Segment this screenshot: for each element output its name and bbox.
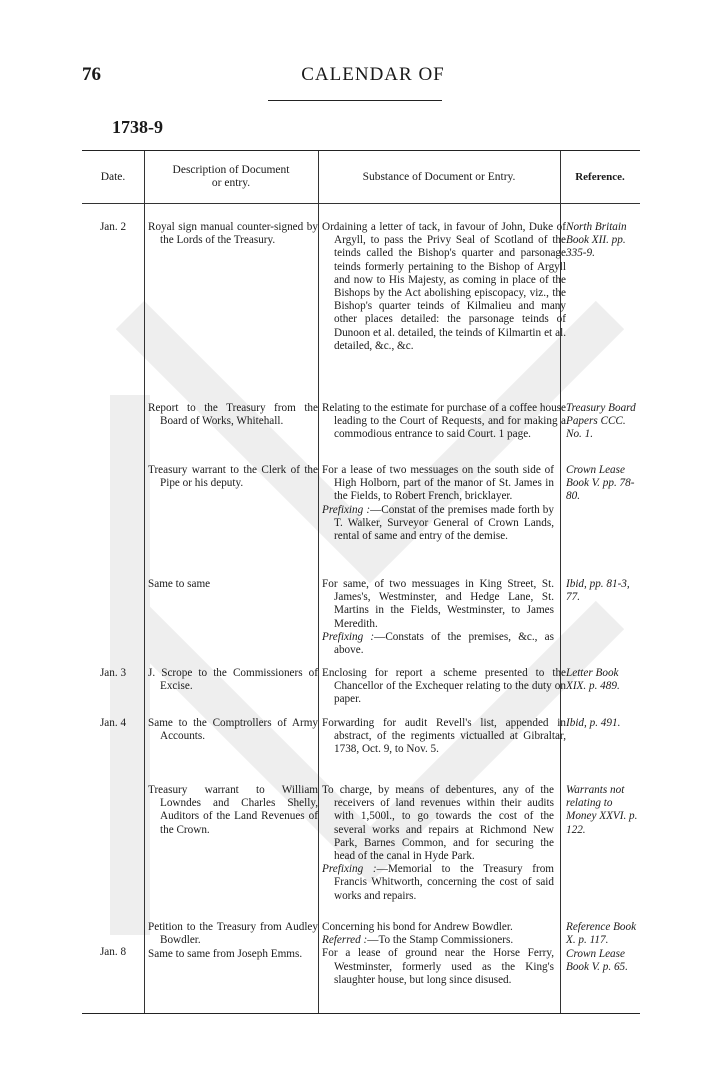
entry-substance: Concerning his bond for Andrew Bowdler. [322,921,513,933]
prefix-text: —Memorial to the Treasury from Francis Whitworth, concerning the cost of said works and repairs. [334,863,554,902]
entry-substance: Ordaining a letter of tack, in favour of John, Duke of Argyll, to pass the Privy Seal of Scotland of the teinds called the Bishop's quarter and parsonage teinds formerly pertaining to the Bishop of Argyll and now to His Majesty, as coming in place of the Bishops by the Act abolishing episcopacy, viz., the Bishop's quarter teinds of Kilmalieu and many other places detailed: the parsonage teinds of Dunoon et al. detailed, the teinds of Kilmartin et al. detailed, &c., &c. [322,221,566,352]
entry-description: Royal sign manual counter-signed by the Lords of the Treasury. [148,221,318,247]
entry-substance-block [322,784,554,903]
entry-substance-block [322,464,554,543]
year-heading: 1738-9 [112,117,163,137]
column-divider [318,151,319,1013]
entry-description: Report to the Treasury from the Board of Works, Whitehall. [148,402,318,428]
entry-date: Jan. 4 [99,717,127,729]
head-rule [268,100,442,101]
entry-description: Treasury warrant to William Lowndes and Charles Shelly, Auditors of the Land Revenues of the Crown. [148,784,318,836]
entry-substance: For a lease of ground near the Horse Ferry, Westminster, formerly used as the King's slaughter house, but long since disused. [322,947,554,986]
calendar-table [82,150,640,1014]
header-description [144,151,318,203]
entry-substance: Enclosing for report a scheme presented to the Chancellor of the Exchequer relating to the duty on paper. [322,667,566,706]
entry-referred [322,934,554,947]
entry-reference: Letter Book XIX. p. 489. [566,667,620,693]
header-reference: Reference. [575,170,625,183]
prefix-label: Prefixing : [322,863,377,876]
running-head: CALENDAR OF [301,64,445,85]
page-number: 76 [82,64,101,85]
prefix-text: —Constat of the premises made forth by T. Walker, Surveyor General of Crown Lands, rental of same and entry of the demise. [334,503,554,543]
entry-substance-block [322,921,554,987]
entry-reference: Crown Lease Book V. pp. 78-80. [566,464,635,503]
prefix-text: —Constats of the premises, &c., as above. [334,630,554,657]
entry-reference: Crown Lease Book V. p. 65. [566,948,628,974]
entry-reference: Warrants not relating to Money XXVI. p. 122. [566,784,638,836]
entry-substance: For a lease of two messuages on the south side of High Holborn, part of the manor of St. James in the Fields, to Robert French, bricklayer. [322,464,554,503]
prefix-label: Prefixing : [322,630,375,643]
entry-substance: To charge, by means of debentures, any of the receivers of land revenues within their audits with 1,500l., to go towards the cost of the several works and repairs at Richmond New Park, Barnes Common, and for securing the head of the canal in Hyde Park. [322,784,554,863]
entry-reference: Treasury Board Papers CCC. No. 1. [566,402,636,441]
entry-date: Jan. 2 [99,221,127,233]
entry-substance: Relating to the estimate for purchase of a coffee house leading to the Court of Requests, and for making a commodious entrance to said Court. 1 page. [322,402,566,441]
header-substance: Substance of Document or Entry. [362,170,516,183]
entry-prefix [322,504,554,544]
entry-date: Jan. 3 [99,667,127,679]
referred-label: Referred : [322,934,368,947]
entry-prefix [322,863,554,903]
header-date: Date. [100,170,126,183]
entry-reference: North Britain Book XII. pp. 335-9. [566,221,627,260]
entry-date: Jan. 8 [99,946,127,958]
entry-description: Treasury warrant to the Clerk of the Pipe or his deputy. [148,464,318,490]
entry-description: Petition to the Treasury from Audley Bowdler. [148,921,318,947]
referred-text: —To the Stamp Commissioners. [367,934,514,947]
entry-prefix [322,631,554,657]
entry-substance: Forwarding for audit Revell's list, appended in abstract, of the regiments victualled at Gibraltar, 1738, Oct. 9, to Nov. 5. [322,717,566,756]
prefix-label: Prefixing : [322,503,371,516]
entry-substance-block [322,578,554,657]
header-description-line: or entry. [211,177,251,189]
entry-description: Same to the Comptrollers of Army Accounts. [148,717,318,743]
entry-reference: Ibid, p. 491. [566,717,621,729]
entry-reference: Reference Book X. p. 117. [566,921,637,947]
entry-substance: For same, of two messuages in King Street, St. James's, Westminster, and Hedge Lane, St. Martins in the Fields, Westminster, to James Meredith. [322,578,554,630]
table-header [82,151,640,204]
entry-reference: Ibid, pp. 81-3, 77. [566,578,630,604]
entry-description: J. Scrope to the Commissioners of Excise. [148,667,318,693]
entry-description: Same to same [148,578,211,590]
header-description-line: Description of Document [172,164,290,176]
column-divider [144,151,145,1013]
entry-description: Same to same from Joseph Emms. [148,948,303,960]
